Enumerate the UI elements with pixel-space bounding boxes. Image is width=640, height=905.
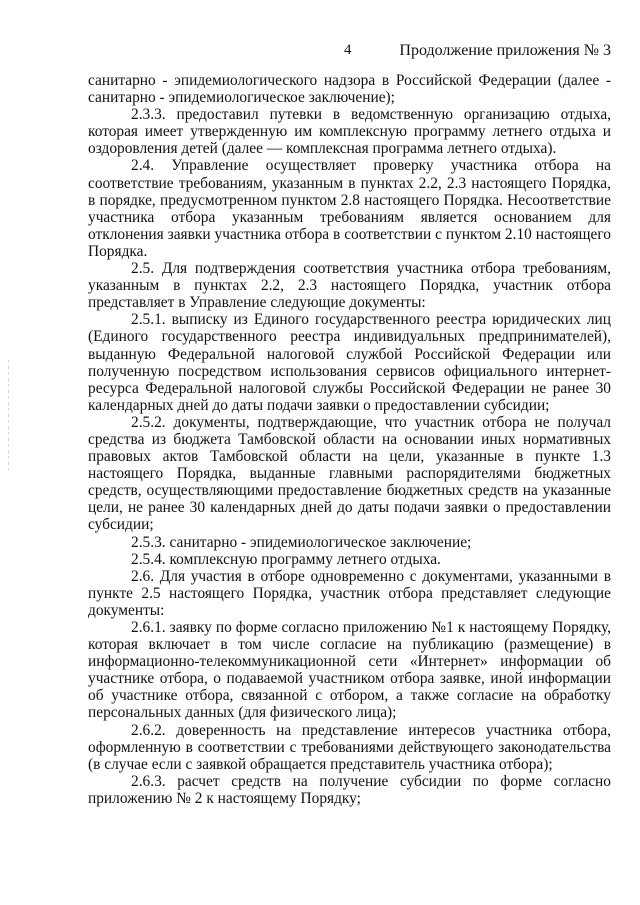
paragraph-2-6-3: 2.6.3. расчет средств на получение субсидии по форме согласно приложению № 2 к настоящему Порядку; [88, 772, 611, 807]
paragraph-2-4: 2.4. Управление осуществляет проверку участника отбора на соответствие требованиям, указанным в пунктах 2.2, 2.3 настоящего Порядка, в порядке, предусмотренном пунктом 2.8 настоящего Порядка. Несоответствие участника отбора указанным требованиям является основанием для отклонения заявки участника отбора в соответствии с пунктом 2.10 настоящего Порядка. [88, 157, 611, 260]
paragraph-2-5-2: 2.5.2. документы, подтверждающие, что участник отбора не получал средства из бюджета Тамбовской области на основании иных нормативных правовых актов Тамбовской области на цели, указанные в пункте 1.3 настоящего Порядка, выданные главными распорядителями бюджетных средств, осуществляющими предоставление бюджетных средств на указанные цели, не ранее 30 календарных дней до даты подачи заявки о предоставлении субсидии; [88, 413, 611, 534]
running-title: Продолжение приложения № 3 [399, 42, 611, 59]
paragraph-2-5: 2.5. Для подтверждения соответствия участника отбора требованиям, указанным в пунктах 2.2, 2.3 настоящего Порядка, участник отбора представляет в Управление следующие документы: [88, 260, 611, 312]
paragraph-2-6-1: 2.6.1. заявку по форме согласно приложению №1 к настоящему Порядку, которая включает в том числе согласие на публикацию (размещение) в информационно-телекоммуникационной сети «Интернет» информации об участнике отбора, о подаваемой участником отбора заявке, иной информации об участнике отбора, связанной с отбором, а также согласие на обработку персональных данных (для физического лица); [88, 619, 611, 722]
page-header [0, 40, 640, 62]
paragraph-2-3-3: 2.3.3. предоставил путевки в ведомственную организацию отдыха, которая имеет утвержденную им комплексную программу летнего отдыха и оздоровления детей (далее — комплексная программа летнего отдыха). [88, 106, 611, 158]
margin-stamp [5, 360, 13, 470]
paragraph-2-6-2: 2.6.2. доверенность на представление интересов участника отбора, оформленную в соответствии с требованиями действующего законодательства (в случае если с заявкой обращается представитель участника отбора); [88, 721, 611, 773]
paragraph-continuation: санитарно - эпидемиологического надзора в Российской Федерации (далее - санитарно - эпидемиологическое заключение); [88, 72, 611, 107]
paragraph-2-5-1: 2.5.1. выписку из Единого государственного реестра юридических лиц (Единого государственного реестра индивидуальных предпринимателей), выданную Федеральной налоговой службой Российской Федерации или полученную посредством использования сервисов официального интернет-ресурса Федеральной налоговой службы Российской Федерации не ранее 30 календарных дней до даты подачи заявки о предоставлении субсидии; [88, 311, 611, 414]
paragraph-2-5-4: 2.5.4. комплексную программу летнего отдыха. [131, 550, 441, 568]
paragraph-2-6: 2.6. Для участия в отборе одновременно с документами, указанными в пункте 2.5 настоящего Порядка, участник отбора представляет следующие документы: [88, 567, 611, 619]
page-number: 4 [344, 42, 352, 58]
document-body [88, 72, 611, 807]
paragraph-2-5-3: 2.5.3. санитарно - эпидемиологическое заключение; [131, 533, 472, 551]
